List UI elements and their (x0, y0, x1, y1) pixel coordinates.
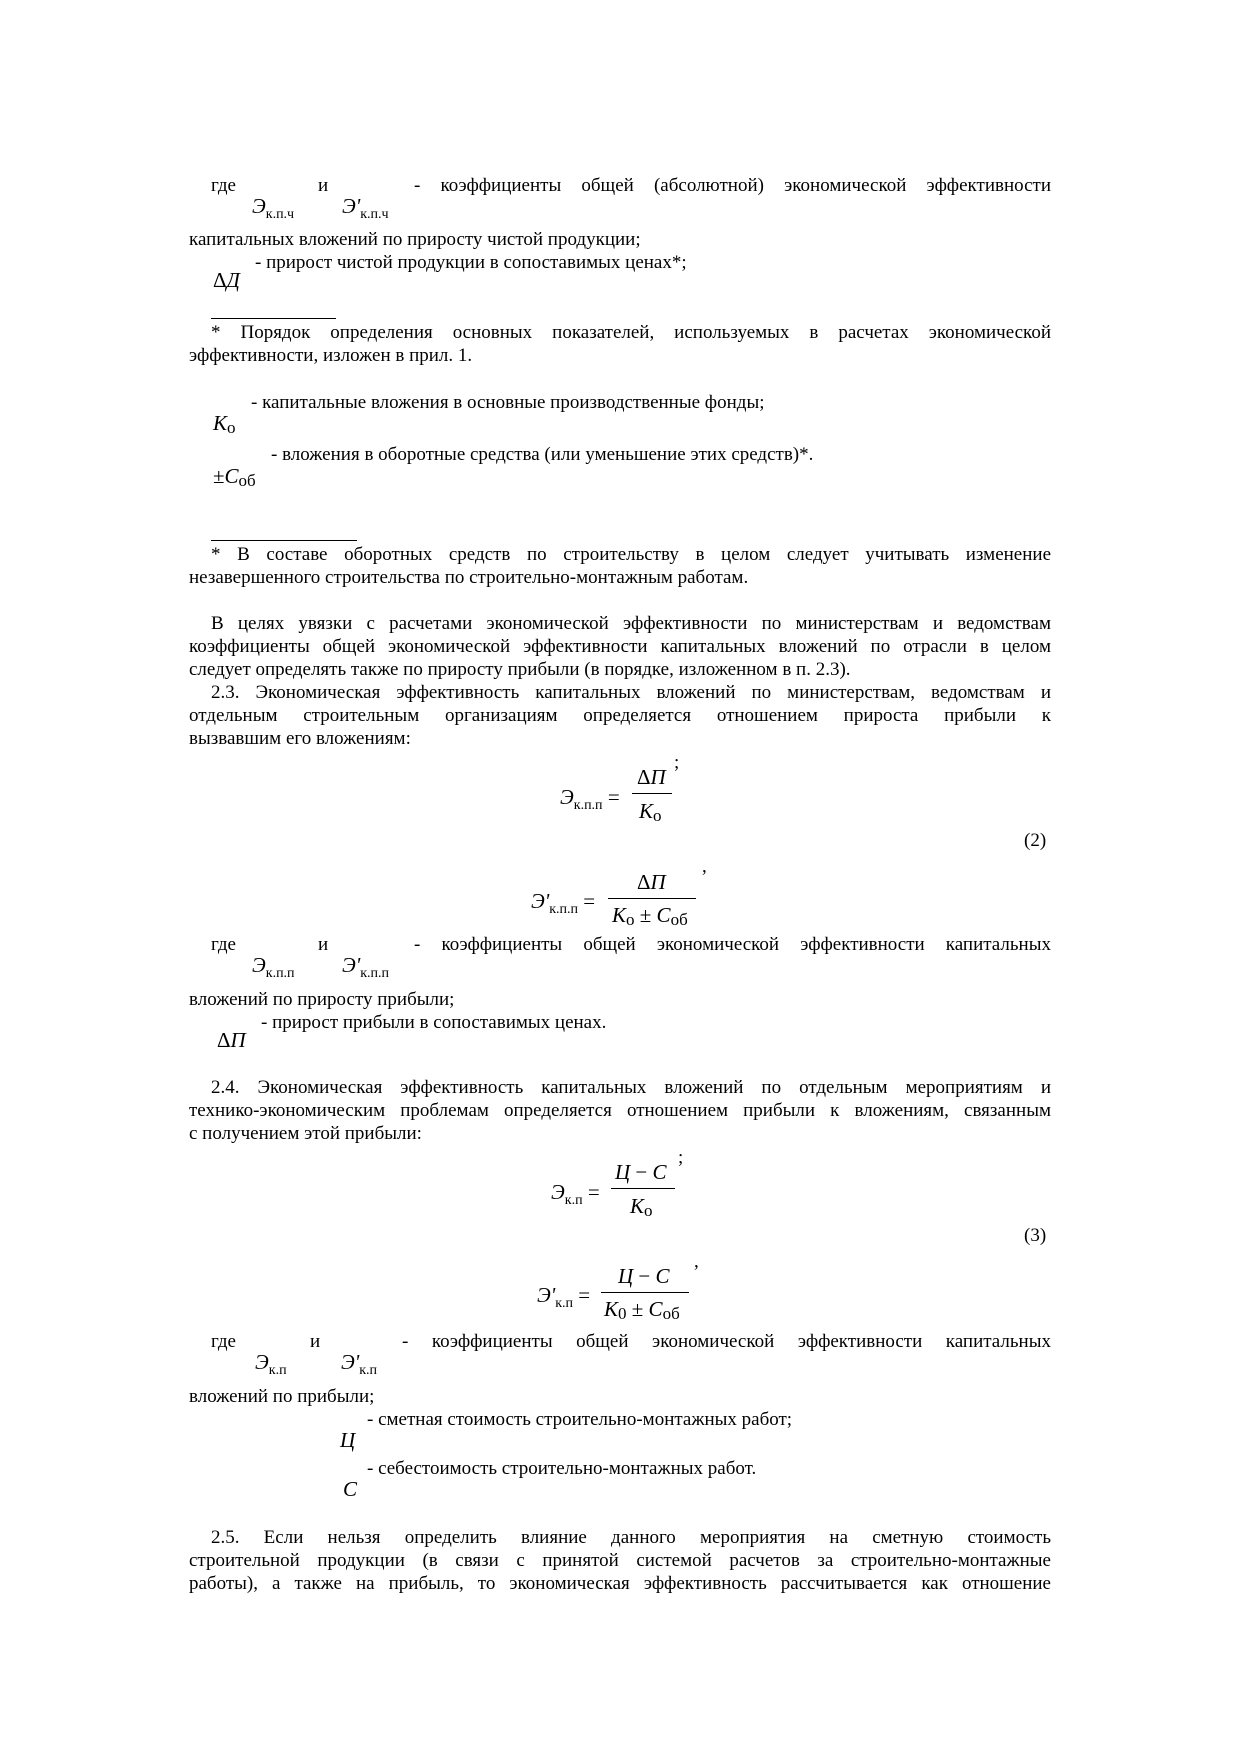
delta-p-description: - прирост прибыли в сопоставимых ценах. (261, 1012, 607, 1033)
fraction-bar (608, 898, 696, 899)
formula-symbol-ekp-prime: $Э'_{к.п}$ (341, 1350, 378, 1378)
text-line: капитальных вложений по приросту чистой продукции; (189, 229, 641, 250)
formula-denominator: K0 ± Cоб (604, 1297, 680, 1323)
paragraph-line: коэффициенты общей экономической эффективности капитальных вложений по отрасли в целом (189, 636, 1051, 657)
formula-symbol-s-cost: C (343, 1477, 358, 1501)
formula-symbol-ekpp-prime: $Э'_{к.п.п}$ (342, 953, 390, 981)
formula-denominator: Kо (630, 1194, 653, 1220)
formula-symbol-ekpp: $Э_{к.п.п}$ (252, 953, 295, 981)
formula-symbol-ekpch: $Э_{к.п.ч}$ (252, 194, 295, 222)
text-line: вложений по прибыли; (189, 1386, 375, 1407)
footnote-line: * Порядок определения основных показателей, используемых в расчетах экономической (211, 322, 1051, 343)
text-line: вложений по приросту прибыли; (189, 989, 455, 1010)
formula-symbol-ekp: $Э_{к.п}$ (255, 1350, 287, 1378)
formula-numerator: ΔП (637, 765, 666, 789)
and-label: и (310, 1331, 321, 1352)
formula-lhs-ekp: $Э_{к.п}$ = (551, 1180, 600, 1208)
fraction-bar (601, 1292, 689, 1293)
formula-denominator: Kо (639, 799, 662, 825)
coef-description: - коэффициенты общей (абсолютной) экономической эффективности (414, 175, 1051, 196)
formula-symbol-delta-p: ΔП (217, 1028, 246, 1052)
paragraph-line: следует определять также по приросту прибыли (в порядке, изложенном в п. 2.3). (189, 659, 851, 680)
paragraph-line: В целях увязки с расчетами экономической эффективности по министерствам и ведомствам (211, 613, 1051, 634)
and-label: и (318, 175, 329, 196)
fraction-bar (632, 793, 672, 794)
paragraph-line: 2.3. Экономическая эффективность капитальных вложений по министерствам, ведомствам и (211, 682, 1051, 703)
cob-description: - вложения в оборотные средства (или уменьшение этих средств)*. (271, 444, 814, 465)
paragraph-line: 2.4. Экономическая эффективность капитальных вложений по отдельным мероприятиям и (211, 1077, 1051, 1098)
fraction-bar (611, 1188, 675, 1189)
coef-description: - коэффициенты общей экономической эффективности капитальных (414, 934, 1051, 955)
formula-number: (3) (1024, 1225, 1047, 1246)
footnote-line: эффективности, изложен в прил. 1. (189, 345, 473, 366)
formula-symbol-c-price: Ц (340, 1428, 356, 1452)
paragraph-line: отдельным строительным организациям определяется отношением прироста прибыли к (189, 705, 1051, 726)
c-description: - сметная стоимость строительно-монтажных работ; (367, 1409, 793, 1430)
ko-description: - капитальные вложения в основные производственные фонды; (251, 392, 765, 413)
formula-semicolon: ; (678, 1147, 684, 1168)
paragraph-line: работы), а также на прибыль, то экономическая эффективность рассчитывается как отношение (189, 1573, 1051, 1594)
formula-lhs-ekpp-prime: $Э'_{к.п.п}$ = (531, 889, 596, 917)
s-description: - себестоимость строительно-монтажных работ. (367, 1458, 757, 1479)
paragraph-line: 2.5. Если нельзя определить влияние данного мероприятия на сметную стоимость (211, 1527, 1051, 1548)
and-label: и (318, 934, 329, 955)
paragraph-line: с получением этой прибыли: (189, 1123, 422, 1144)
paragraph-line: вызвавшим его вложениям: (189, 728, 411, 749)
formula-lhs-ekpp: $Э_{к.п.п}$ = (560, 785, 620, 813)
formula-numerator: ΔП (637, 870, 666, 894)
formula-symbol-delta-d: ΔД (213, 268, 240, 292)
where-label: где (211, 175, 236, 196)
footnote-separator (211, 318, 336, 319)
formula-comma: , (694, 1251, 699, 1272)
formula-comma: , (702, 856, 707, 877)
where-label: где (211, 1331, 236, 1352)
formula-semicolon: ; (674, 752, 680, 773)
paragraph-line: технико-экономическим проблемам определяется отношением прибыли к вложениям, связанным (189, 1100, 1051, 1121)
delta-d-description: - прирост чистой продукции в сопоставимых ценах*; (255, 252, 687, 273)
coef-description: - коэффициенты общей экономической эффективности капитальных (402, 1331, 1051, 1352)
footnote-separator (211, 540, 357, 541)
formula-numerator: Ц − C (618, 1264, 670, 1288)
where-label: где (211, 934, 236, 955)
formula-number: (2) (1024, 830, 1047, 851)
formula-lhs-ekp-prime: $Э'_{к.п}$ = (537, 1283, 591, 1311)
formula-denominator: Kо ± Cоб (612, 903, 688, 929)
formula-symbol-cob: ±Cоб (213, 464, 256, 490)
formula-symbol-ekpch-prime: $Э'_{к.п.ч}$ (342, 194, 389, 222)
paragraph-line: строительной продукции (в связи с принятой системой расчетов за строительно-монтажные (189, 1550, 1051, 1571)
formula-symbol-ko: Kо (213, 411, 236, 437)
formula-numerator: Ц − C (615, 1160, 667, 1184)
footnote-line: * В составе оборотных средств по строительству в целом следует учитывать изменение (211, 544, 1051, 565)
footnote-line: незавершенного строительства по строительно-монтажным работам. (189, 567, 749, 588)
